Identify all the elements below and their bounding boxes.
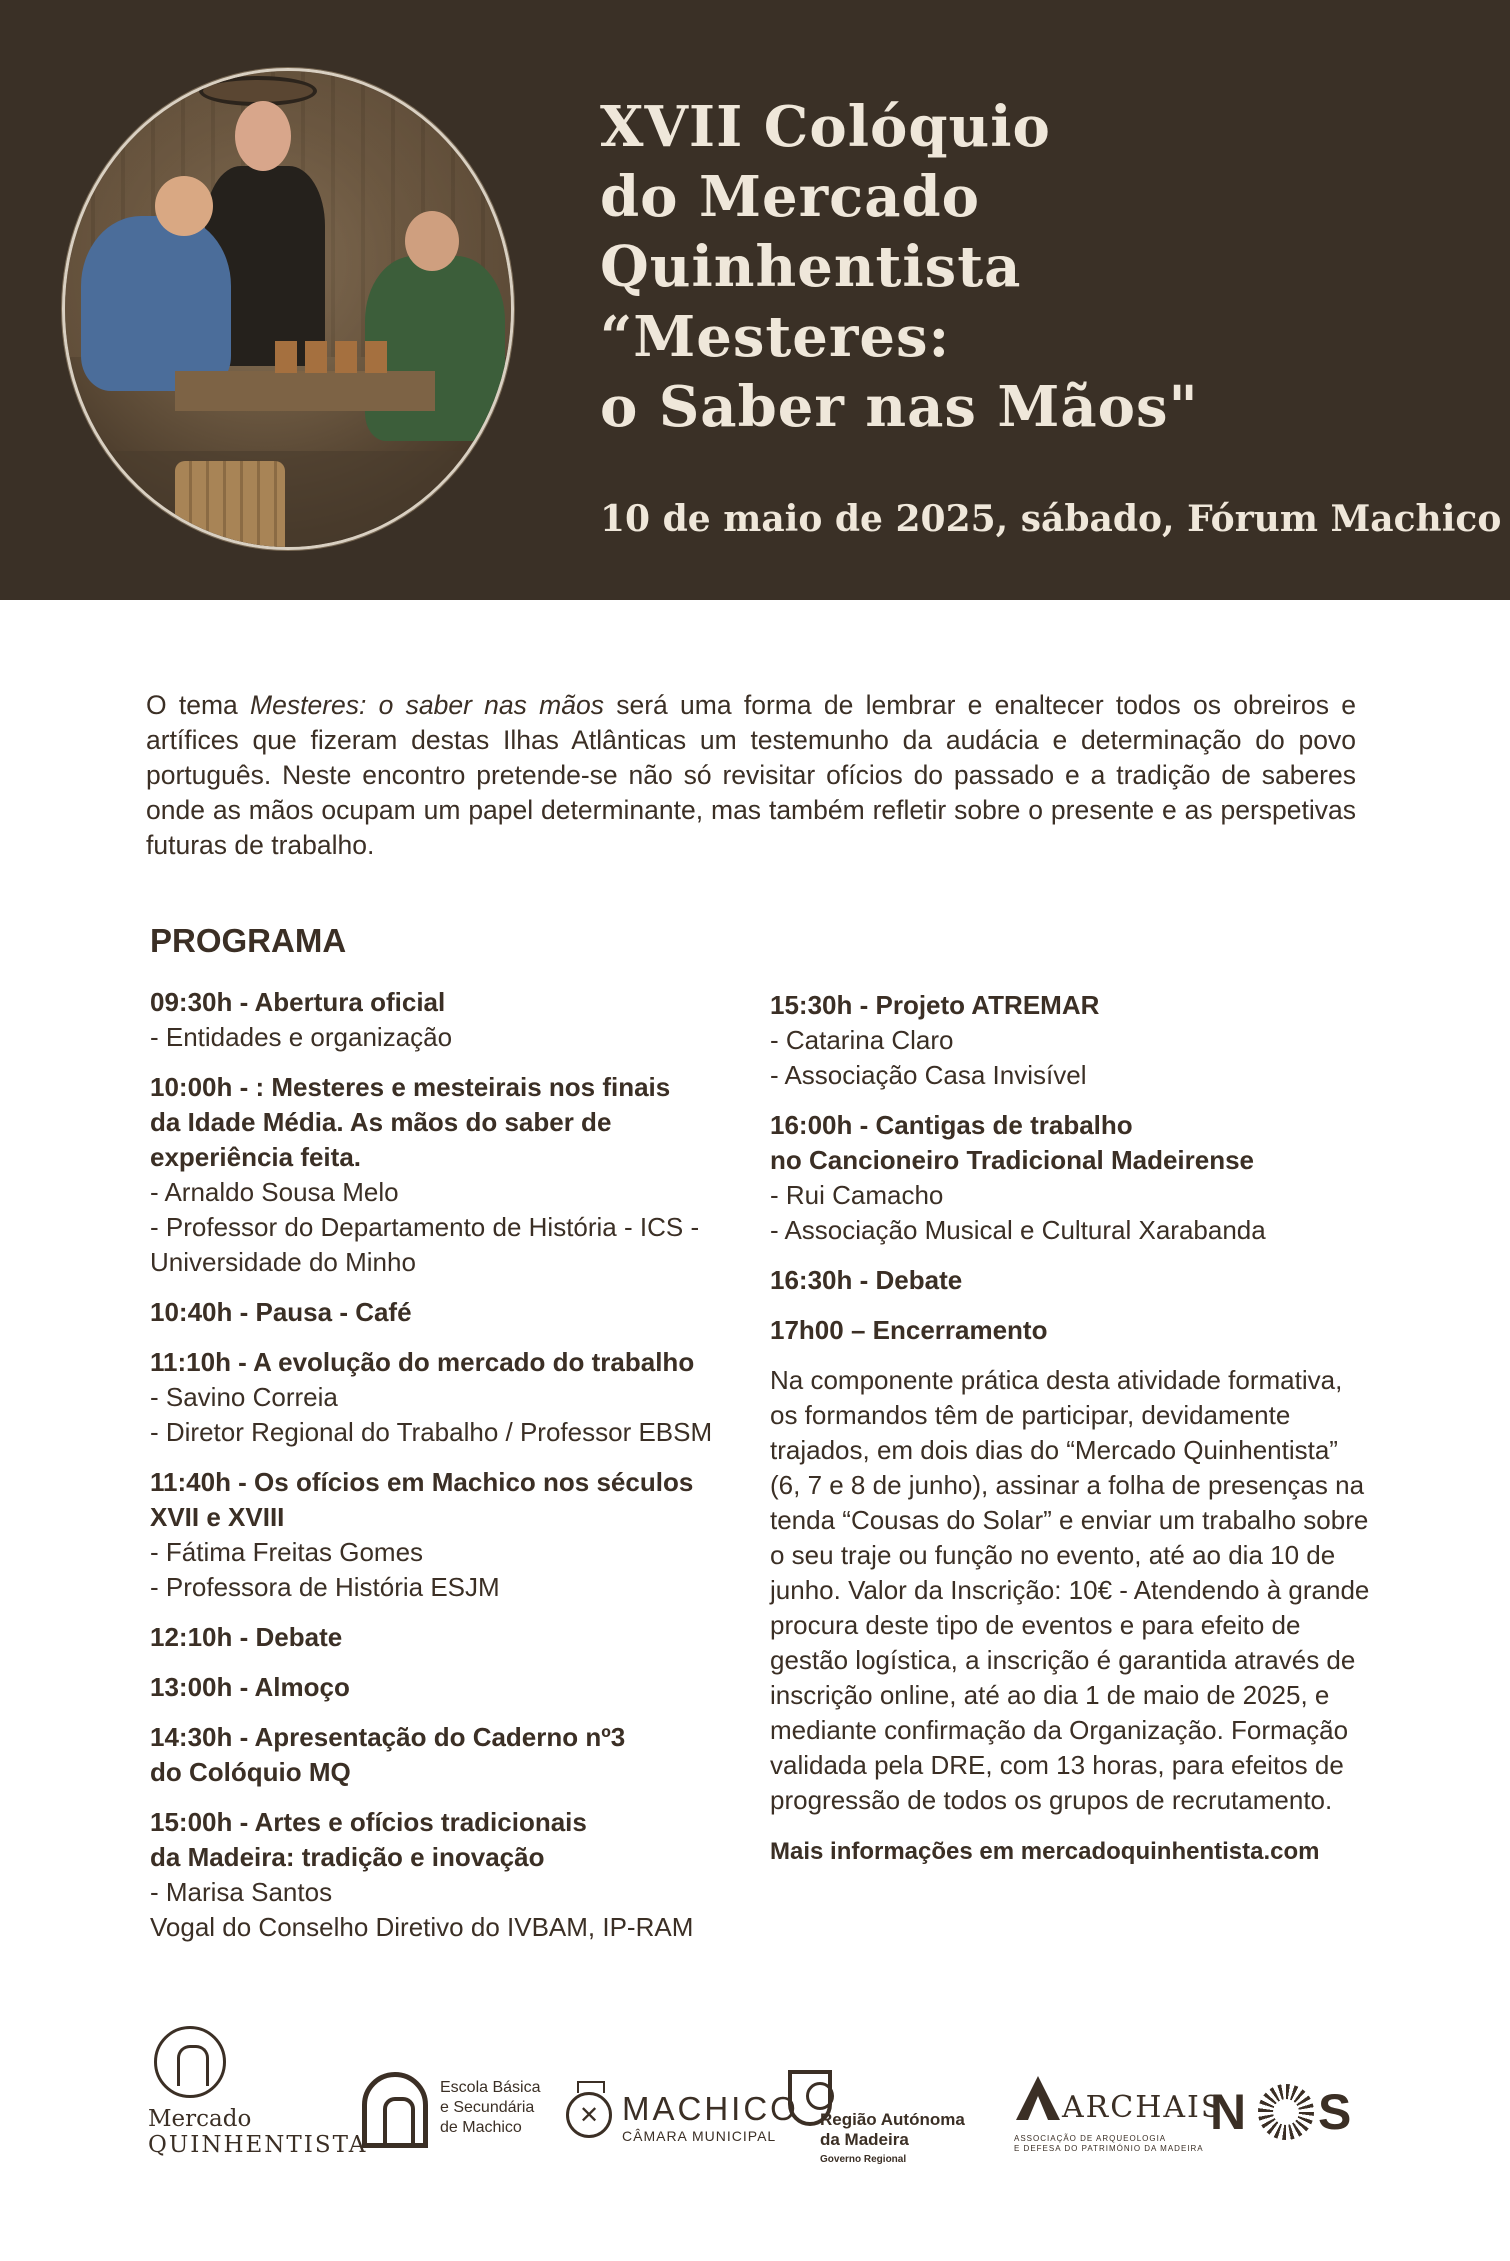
- practical-info-text: Na componente prática desta atividade formativa, os formandos têm de participar, devidamente trajados, em dois dias do “Mercado Quinhentista” (6, 7 e 8 de junho), assinar a folha de presenças na tenda “Cousas do Solar” e enviar um trabalho sobre o seu traje ou função no evento, até ao dia 10 de junho. Valor da Inscrição: 10€ - Atendendo à grande procura deste tipo de eventos e para efeito de gestão logística, a inscrição é garantida através de inscrição online, até ao dia 1 de maio de 2025, e mediante confirmação da Organização. Formação validada pela DRE, com 13 horas, para efeitos de progressão de todos os grupos de recrutamento.: [770, 1365, 1370, 1815]
- title-line: “Mesteres:: [600, 304, 951, 370]
- program-entry-detail: - Entidades e organização: [150, 1022, 453, 1052]
- program-entry: [150, 1805, 750, 1945]
- program-entry: [150, 1345, 750, 1450]
- program-entry: [150, 1295, 750, 1330]
- program-entry: [770, 988, 1370, 1093]
- arch-icon: [362, 2072, 428, 2148]
- program-entry: [150, 1620, 750, 1655]
- archais-logo: ARCHAIS ASSOCIAÇÃO DE ARQUEOLOGIA E DEFESA DO PATRIMÓNIO DA MADEIRA: [1012, 2070, 1212, 2160]
- program-entry-detail: - Arnaldo Sousa Melo: [150, 1177, 399, 1207]
- program-entry-detail: Vogal do Conselho Diretivo do IVBAM, IP-RAM: [150, 1912, 694, 1942]
- sponsor-logos: [0, 2010, 1510, 2190]
- program-entry-title: da Idade Média. As mãos do saber de: [150, 1107, 612, 1137]
- program-entry: [150, 1670, 750, 1705]
- program-entry-title: XVII e XVIII: [150, 1502, 285, 1532]
- program-entry: [150, 1070, 750, 1280]
- title-line: o Saber nas Mãos": [600, 374, 1199, 440]
- title-line: do Mercado: [600, 164, 981, 230]
- program-entry-detail: - Professor do Departamento de História - ICS -: [150, 1212, 700, 1242]
- program-entry-detail: - Rui Camacho: [770, 1180, 944, 1210]
- program-entry-title: 12:10h - Debate: [150, 1622, 343, 1652]
- program-entry-detail: - Marisa Santos: [150, 1877, 333, 1907]
- nos-logo: N S: [1210, 2084, 1352, 2140]
- mercado-quinhentista-logo: Mercado QUINHENTISTA: [148, 2026, 338, 2158]
- program-entry-detail: - Associação Casa Invisível: [770, 1060, 1087, 1090]
- program-entry-title: 13:00h - Almoço: [150, 1672, 350, 1702]
- program-entry-title: no Cancioneiro Tradicional Madeirense: [770, 1145, 1255, 1175]
- escola-machico-logo: Escola Básica e Secundária de Machico: [362, 2072, 562, 2152]
- program-heading: PROGRAMA: [150, 922, 347, 959]
- program-entry: [150, 1720, 750, 1790]
- header-banner: [0, 0, 1510, 600]
- program-entry: [150, 1465, 750, 1605]
- program-entry-title: 15:00h - Artes e ofícios tradicionais: [150, 1807, 587, 1837]
- artisans-photo: [62, 68, 514, 550]
- program-entry-title: 10:40h - Pausa - Café: [150, 1297, 412, 1327]
- program-entry-title: 10:00h - : Mesteres e mesteirais nos finais: [150, 1072, 671, 1102]
- program-entry-title: 16:30h - Debate: [770, 1265, 963, 1295]
- program-entry: [770, 1313, 1370, 1348]
- program-entry-detail: - Savino Correia: [150, 1382, 338, 1412]
- program-entry-title: 15:30h - Projeto ATREMAR: [770, 990, 1100, 1020]
- program-entry-detail: - Diretor Regional do Trabalho / Professor EBSM: [150, 1417, 713, 1447]
- program-right-column: [770, 988, 1370, 1869]
- title-line: XVII Colóquio: [600, 94, 1051, 160]
- program-entry-title: experiência feita.: [150, 1142, 361, 1172]
- program-entry-title: 11:10h - A evolução do mercado do trabalho: [150, 1347, 695, 1377]
- sunburst-icon: [1258, 2084, 1314, 2140]
- program-entry-detail: Universidade do Minho: [150, 1247, 416, 1277]
- program-entry: [770, 1108, 1370, 1248]
- program-entry-title: da Madeira: tradição e inovação: [150, 1842, 545, 1872]
- program-entry: [770, 1263, 1370, 1298]
- program-entry-title: 17h00 – Encerramento: [770, 1315, 1048, 1345]
- title-line: Quinhentista: [600, 234, 1022, 300]
- program-entry: [150, 985, 750, 1055]
- program-entry-detail: - Fátima Freitas Gomes: [150, 1537, 424, 1567]
- program-entry-detail: - Professora de História ESJM: [150, 1572, 500, 1602]
- theme-emphasis: Mesteres: o saber nas mãos: [250, 690, 604, 720]
- program-entry-title: 11:40h - Os ofícios em Machico nos séculos: [150, 1467, 694, 1497]
- program-entry-detail: - Associação Musical e Cultural Xarabanda: [770, 1215, 1266, 1245]
- more-info-link[interactable]: Mais informações em mercadoquinhentista.com: [770, 1838, 1320, 1865]
- program-entry-title: do Colóquio MQ: [150, 1757, 351, 1787]
- crest-icon: [566, 2092, 612, 2138]
- program-entry-title: 14:30h - Apresentação do Caderno nº3: [150, 1722, 626, 1752]
- camara-machico-logo: ✕ MACHICO CÂMARA MUNICIPAL: [566, 2076, 766, 2156]
- event-date-place: 10 de maio de 2025, sábado, Fórum Machico: [600, 498, 1502, 540]
- program-entry-title: 16:00h - Cantigas de trabalho: [770, 1110, 1133, 1140]
- program-entry-detail: - Catarina Claro: [770, 1025, 954, 1055]
- regiao-madeira-logo: Região Autónoma da Madeira Governo Regional: [788, 2070, 978, 2170]
- mountain-icon: [1012, 2070, 1062, 2126]
- program-left-column: [150, 985, 750, 1960]
- program-entry-title: 09:30h - Abertura oficial: [150, 987, 446, 1017]
- intro-paragraph: O tema Mesteres: o saber nas mãos será uma forma de lembrar e enaltecer todos os obreiros e artífices que fizeram destas Ilhas Atlânticas um testemunho da audácia e determinação do povo português. Neste encontro pretende-se não só revisitar ofícios do passado e a tradição de saberes onde as mãos ocupam um papel determinante, mas também refletir sobre o presente e as perspetivas futuras de trabalho.: [146, 690, 1356, 860]
- event-title: [600, 92, 1460, 442]
- gate-icon: [154, 2026, 226, 2098]
